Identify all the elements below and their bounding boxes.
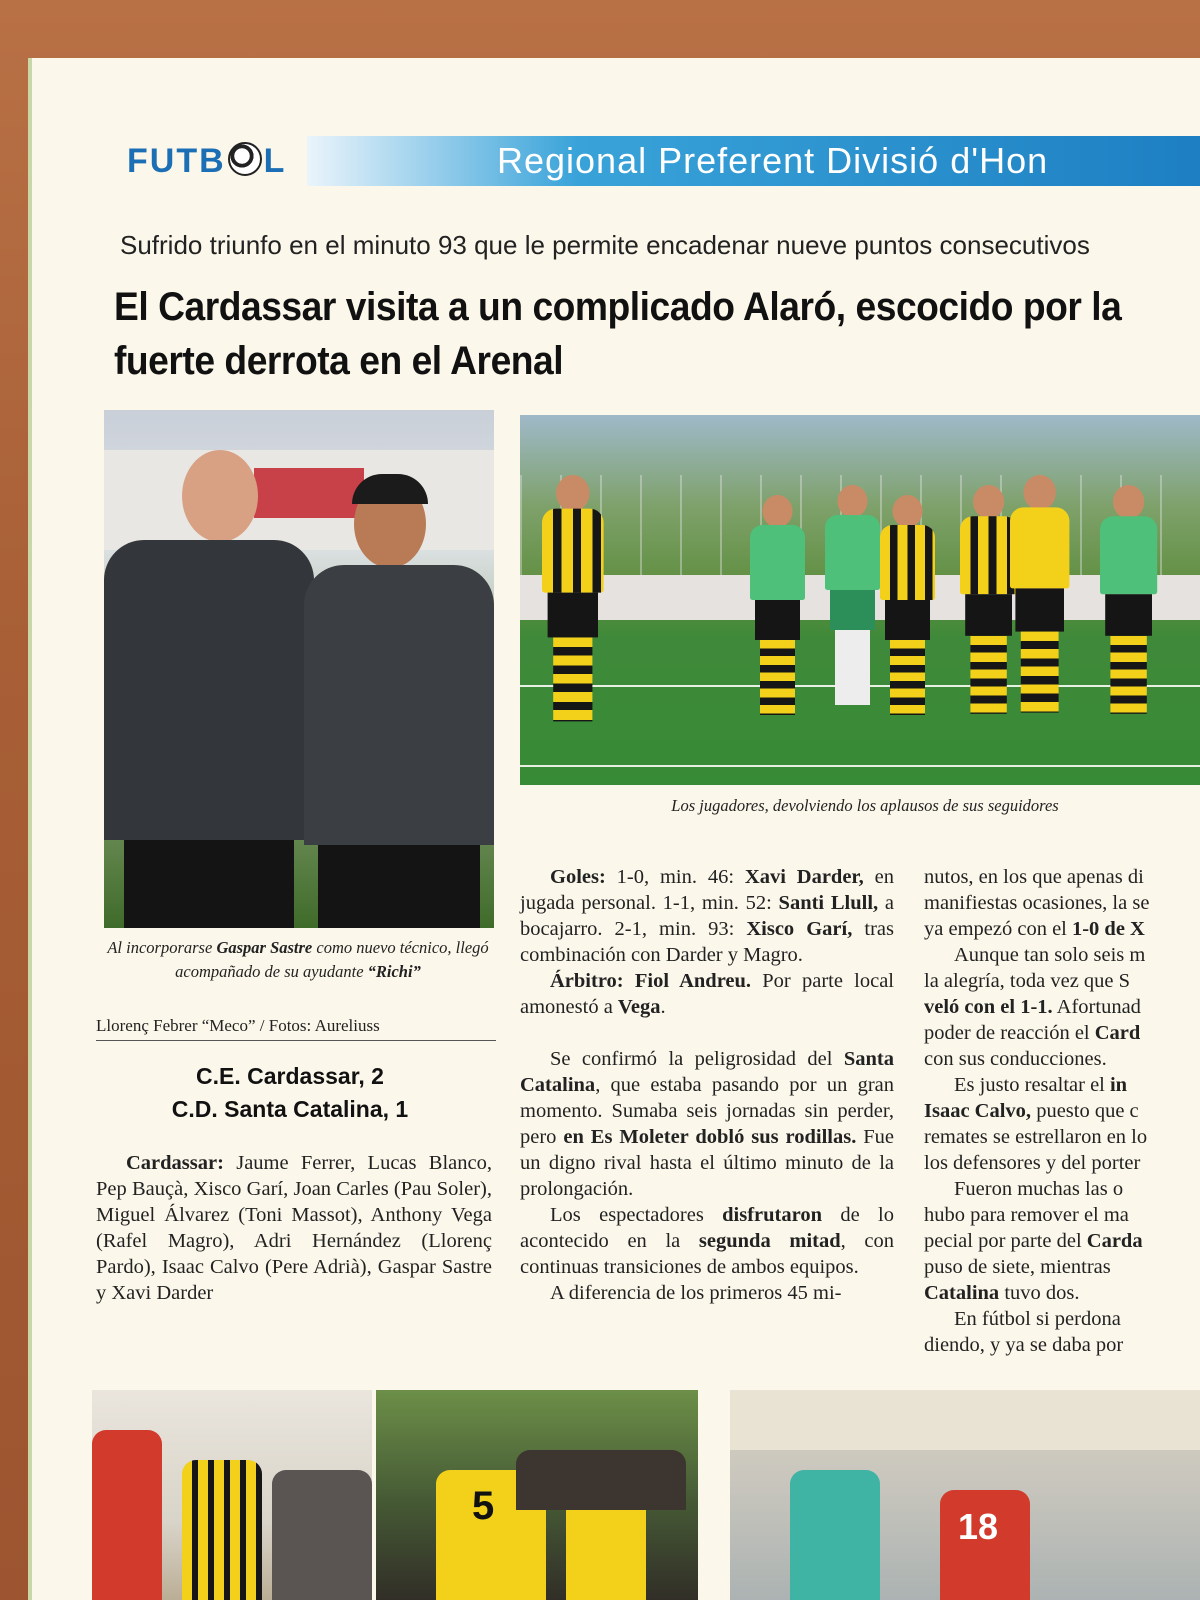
article-paragraph: Los espectadores disfrutaron de lo acontecido en la segunda mitad, con continuas transiciones de ambos equipos. xyxy=(520,1204,895,1278)
match-score xyxy=(100,1060,480,1126)
article-paragraph: Se confirmó la peligrosidad del Santa Catalina, que estaba pasando por un gran momento. Sumaba seis jornadas sin perder, pero en Es Moleter dobló sus rodillas. Fue un digno rival hasta el último minuto de la prolongación. xyxy=(520,1048,895,1200)
coach-left-head xyxy=(182,450,258,542)
goalkeeper xyxy=(790,1470,880,1600)
article-column-2 xyxy=(520,864,894,1306)
text-line: Es justo resaltar el in xyxy=(954,1074,1128,1096)
article-column-3 xyxy=(924,864,1200,1358)
lineup-text: Jaume Ferrer, Lucas Blanco, Pep Bauçà, Xisco Garí, Joan Carles (Pau Soler), Miguel Álvarez (Toni Massot), Anthony Vega (Rafel Magro), Adri Hernández (Llorenç Pardo), Isaac Calvo (Pere Adrià), Gaspar Sastre y Xavi Darder xyxy=(96,1152,492,1304)
text-line: pecial por parte del Carda xyxy=(924,1230,1143,1252)
text-line: hubo para remover el ma xyxy=(924,1204,1129,1226)
section-header xyxy=(127,136,1200,186)
score-away: C.D. Santa Catalina, 1 xyxy=(171,1096,409,1122)
caption-text: como nuevo técnico, llegó acompañado de su ayudante xyxy=(175,938,489,981)
jersey-number: 5 xyxy=(472,1484,495,1528)
coach-left xyxy=(104,450,314,928)
text-line: diendo, y ya se daba por xyxy=(924,1334,1124,1356)
player-red xyxy=(92,1430,162,1600)
coaches-photo xyxy=(104,410,494,928)
coach-right-trousers xyxy=(318,845,480,928)
magazine-page xyxy=(28,58,1200,1600)
player-yellow xyxy=(182,1460,262,1600)
match-photo-1 xyxy=(92,1390,372,1600)
spectators xyxy=(516,1450,686,1510)
division-title: Regional Preferent Divisió d'Hon xyxy=(497,140,1049,181)
spectators xyxy=(272,1470,372,1600)
division-banner xyxy=(307,136,1200,186)
text-line: Aunque tan solo seis m xyxy=(954,944,1146,966)
coach-right-jacket xyxy=(304,565,494,845)
football-icon xyxy=(228,142,262,176)
text-line: los defensores y del porter xyxy=(924,1152,1141,1174)
players-caption: Los jugadores, devolviendo los aplausos de sus seguidores xyxy=(671,796,1059,815)
text-line: Catalina tuvo dos. xyxy=(924,1282,1080,1304)
match-photo-3 xyxy=(730,1390,1200,1600)
coach-right xyxy=(304,480,494,928)
coaches-caption xyxy=(88,936,508,984)
venue-sign xyxy=(730,1390,1200,1450)
text-line: Fueron muchas las o xyxy=(954,1178,1124,1200)
text-line: puso de siete, mientras xyxy=(924,1256,1111,1278)
text-line: Isaac Calvo, puesto que c xyxy=(924,1100,1139,1122)
text-line: En fútbol si perdona xyxy=(954,1308,1121,1330)
coach-left-jacket xyxy=(104,540,314,840)
section-logo: FUTB L xyxy=(127,142,287,180)
text-line: la alegría, toda vez que S xyxy=(924,970,1131,992)
players-photo xyxy=(520,415,1200,785)
text-line: poder de reacción el Card xyxy=(924,1022,1141,1044)
match-photo-2 xyxy=(376,1390,698,1600)
caption-nickname: “Richi” xyxy=(367,962,421,981)
article-paragraph: A diferencia de los primeros 45 mi- xyxy=(550,1282,842,1304)
caption-text: Al incorporarse xyxy=(107,938,217,957)
article-headline: El Cardassar visita a un complicado Alaró, escocido por la fuerte derrota en el Arenal xyxy=(114,285,1122,383)
text-line: nutos, en los que apenas di xyxy=(924,866,1144,888)
article-kicker: Sufrido triunfo en el minuto 93 que le permite encadenar nueve puntos consecutivos xyxy=(120,230,1090,260)
text-line: manifiestas ocasiones, la se xyxy=(924,892,1150,914)
byline: Llorenç Febrer “Meco” / Fotos: Aureliuss xyxy=(96,1016,496,1041)
text-line: veló con el 1-1. Afortunad xyxy=(924,996,1141,1018)
player-number-18 xyxy=(940,1490,1030,1600)
lineup-label: Cardassar: xyxy=(126,1152,224,1174)
lineup-column xyxy=(96,1150,492,1306)
caption-name: Gaspar Sastre xyxy=(216,938,313,957)
coach-left-trousers xyxy=(124,840,294,928)
referee-paragraph: Árbitro: Fiol Andreu. Por parte local amonestó a Vega. xyxy=(520,970,894,1018)
jersey-number: 18 xyxy=(958,1506,999,1547)
text-line: ya empezó con el 1-0 de X xyxy=(924,918,1145,940)
text-line: con sus conducciones. xyxy=(924,1048,1107,1070)
text-line: remates se estrellaron en lo xyxy=(924,1126,1148,1148)
goals-paragraph: Goles: 1-0, min. 46: Xavi Darder, en jugada personal. 1-1, min. 52: Santi Llull, a bocajarro. 2-1, min. 93: Xisco Garí, tras combinación con Darder y Magro. xyxy=(520,866,894,966)
score-home: C.E. Cardassar, 2 xyxy=(196,1063,384,1089)
pitch-line xyxy=(520,765,1200,767)
